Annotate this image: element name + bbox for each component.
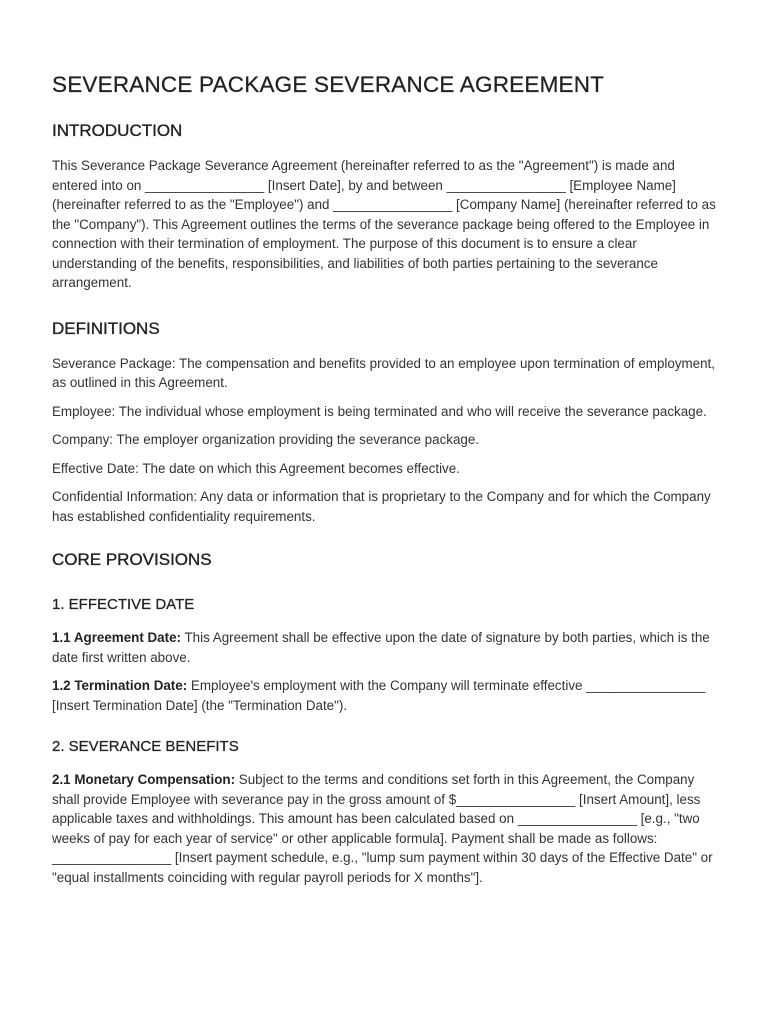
clause-text: Subject to the terms and conditions set forth in this Agreement, the Company shall provide Employee with severance pay in the gross amount of $________________ [Insert Amount], less applicable taxes and withholdings. This amount has been calculated based on ________________ [e.g., "two weeks of pay for each year of service" or other applicable formula]. Payment shall be made as follows: ________________ [Insert payment schedule, e.g., "lump sum payment within 30 days of the Effective Date" or "equal installments coinciding with regular payroll periods for X months"].: [52, 772, 713, 885]
introduction-paragraph: This Severance Package Severance Agreement (hereinafter referred to as the "Agreement") is made and entered into on ________________ [Insert Date], by and between ________________ [Employee Name] (hereinafter referred to as the "Employee") and ________________ [Company Name] (hereinafter referred to as the "Company"). This Agreement outlines the terms of the severance package being offered to the Employee in connection with their termination of employment. The purpose of this document is to ensure a clear understanding of the benefits, responsibilities, and liabilities of both parties pertaining to the severance arrangement.: [52, 158, 716, 290]
document-page: [52, 70, 722, 887]
clause-label: 1.1 Agreement Date:: [52, 630, 181, 645]
clause-2-1: [52, 770, 722, 887]
definitions-heading: DEFINITIONS: [52, 318, 160, 338]
definitions-section: [52, 318, 722, 527]
definition-item: Confidential Information: Any data or information that is proprietary to the Company and for which the Company has established confidentiality requirements.: [52, 489, 711, 524]
definition-item: Company: The employer organization providing the severance package.: [52, 432, 480, 447]
definition-item: Severance Package: The compensation and benefits provided to an employee upon termination of employment, as outlined in this Agreement.: [52, 355, 715, 390]
clause-1-2: [52, 676, 722, 715]
introduction-section: [52, 120, 722, 293]
clause-label: 2.1 Monetary Compensation:: [52, 772, 236, 787]
effective-date-heading: 1. EFFECTIVE DATE: [52, 596, 195, 613]
definition-item: Employee: The individual whose employment is being terminated and who will receive the severance package.: [52, 403, 707, 419]
clause-text: This Agreement shall be effective upon the date of signature by both parties, which is the date first written above.: [52, 630, 710, 665]
core-provisions-heading: CORE PROVISIONS: [52, 550, 212, 569]
definition-item: Effective Date: The date on which this Agreement becomes effective.: [52, 460, 460, 476]
severance-benefits-section: [52, 737, 722, 887]
effective-date-section: [52, 595, 722, 715]
core-provisions-section: [52, 549, 722, 887]
clause-1-1: [52, 628, 722, 667]
document-title: SEVERANCE PACKAGE SEVERANCE AGREEMENT: [52, 72, 605, 97]
introduction-heading: INTRODUCTION: [52, 121, 183, 140]
clause-label: 1.2 Termination Date:: [52, 678, 188, 693]
severance-benefits-heading: 2. SEVERANCE BENEFITS: [52, 738, 239, 755]
clause-text: Employee's employment with the Company will terminate effective ________________ [Insert Termination Date] (the "Termination Date").: [52, 678, 706, 713]
